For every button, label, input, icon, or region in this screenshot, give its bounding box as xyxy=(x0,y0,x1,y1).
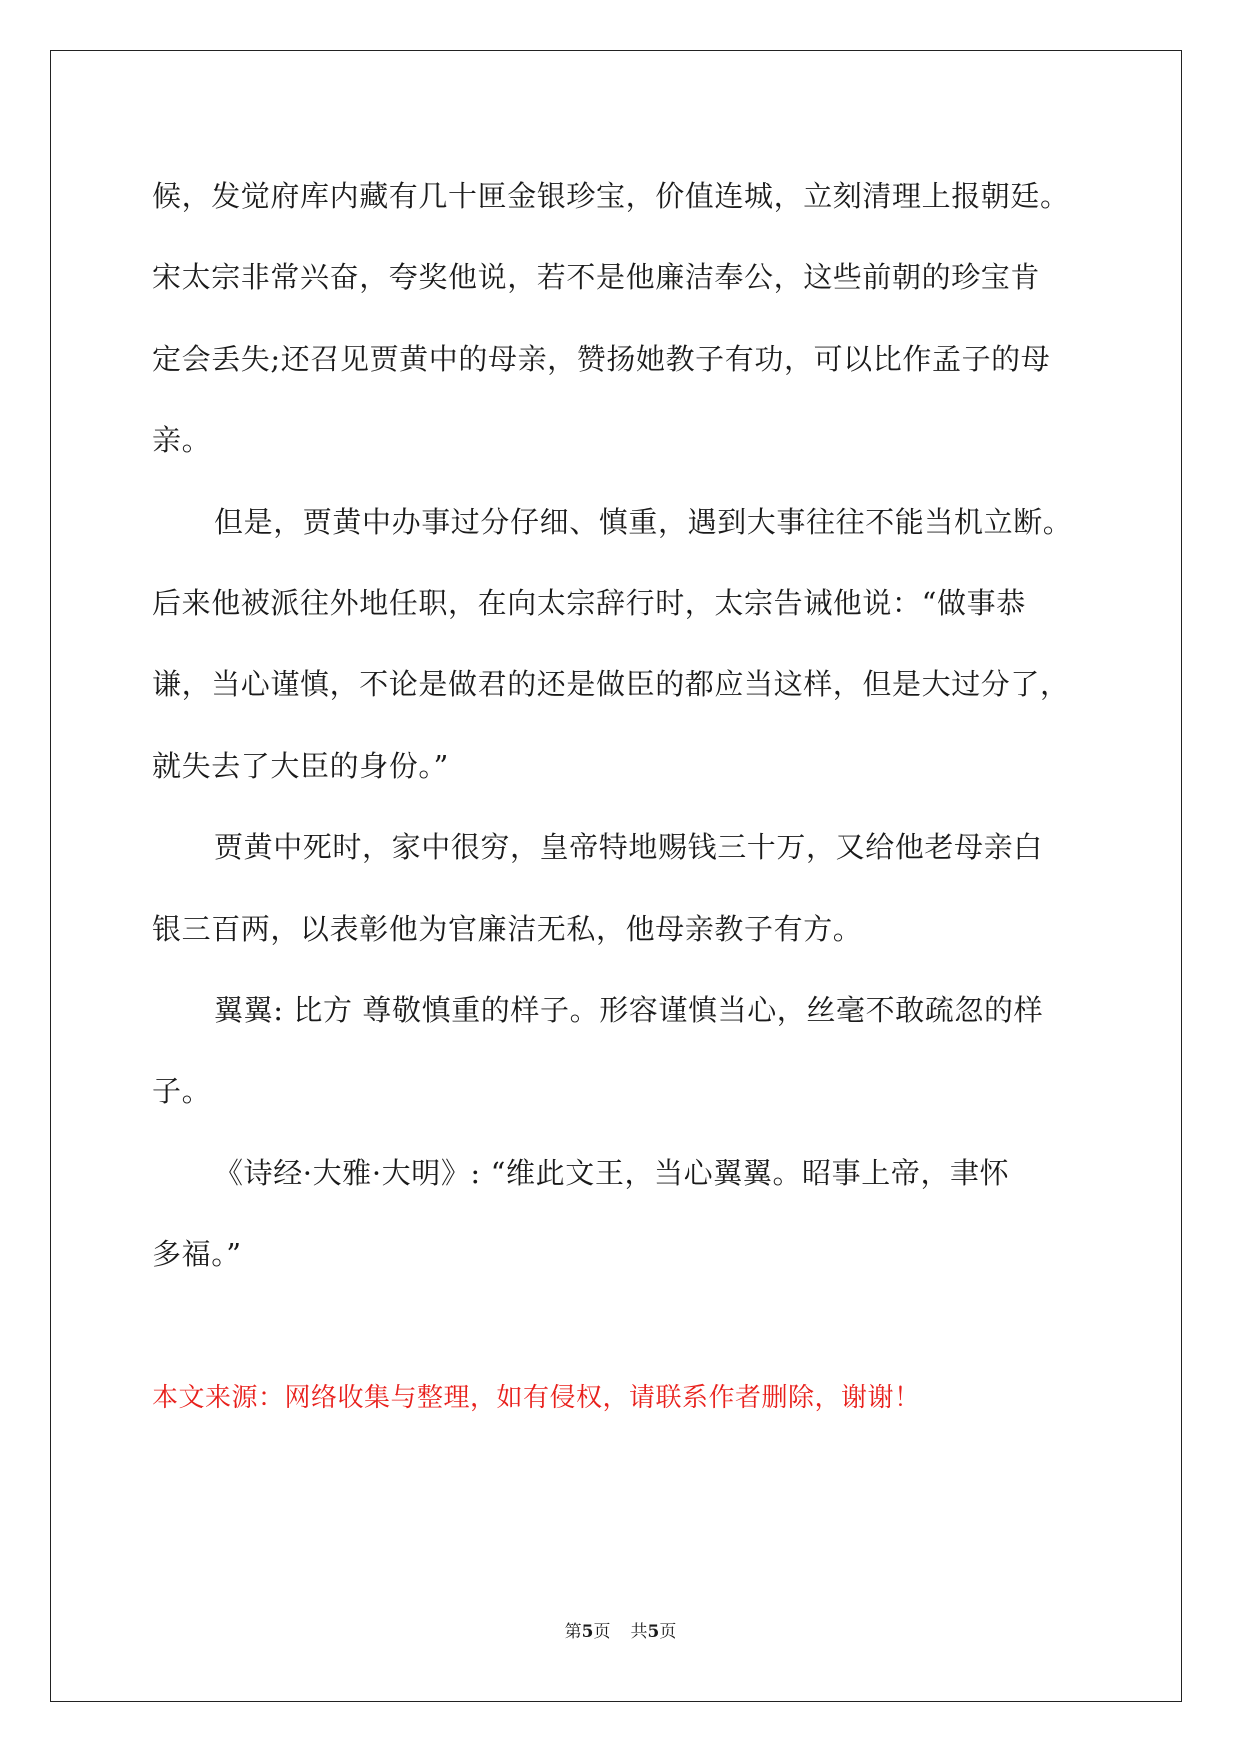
paragraph-line: 后来他被派往外地任职，在向太宗辞行时，太宗告诫他说：“做事恭 xyxy=(152,586,1026,621)
total-suffix: 页 xyxy=(659,1622,677,1642)
page-suffix: 页 xyxy=(593,1622,611,1642)
paragraph-line: 银三百两，以表彰他为官廉洁无私，他母亲教子有方。 xyxy=(152,911,863,946)
paragraph-line: 宋太宗非常兴奋，夸奖他说，若不是他廉洁奉公，这些前朝的珍宝肯 xyxy=(152,260,1041,295)
paragraph-line: 贾黄中死时，家中很穷，皇帝特地赐钱三十万，又给他老母亲白 xyxy=(214,830,1043,865)
document-body xyxy=(152,156,1092,1296)
paragraph-line: 翼翼: 比方 尊敬慎重的样子。形容谨慎当心，丝毫不敢疏忽的样 xyxy=(214,993,1044,1028)
current-page-number: 5 xyxy=(581,1622,594,1642)
paragraph-line: 候，发觉府库内藏有几十匣金银珍宝，价值连城，立刻清理上报朝廷。 xyxy=(152,179,1070,213)
total-prefix: 共 xyxy=(630,1622,648,1642)
page-prefix: 第 xyxy=(564,1622,582,1642)
paragraph-line: 定会丢失;还召见贾黄中的母亲，赞扬她教子有功，可以比作孟子的母 xyxy=(152,341,1051,376)
paragraph-line: 谦，当心谨慎，不论是做君的还是做臣的都应当这样，但是大过分了， xyxy=(152,667,1070,702)
paragraph-line: 就失去了大臣的身份。” xyxy=(152,748,449,783)
paragraph-line: 《诗经·大雅·大明》: “维此文王，当心翼翼。昭事上帝，聿怀 xyxy=(214,1155,1010,1190)
source-note: 本文来源：网络收集与整理，如有侵权，请联系作者删除，谢谢！ xyxy=(152,1383,921,1413)
total-pages-number: 5 xyxy=(647,1622,660,1642)
paragraph-line: 亲。 xyxy=(152,423,212,458)
paragraph-line: 子。 xyxy=(152,1074,212,1109)
paragraph-line: 但是，贾黄中办事过分仔细、慎重，遇到大事往往不能当机立断。 xyxy=(214,504,1073,539)
page-footer xyxy=(0,1617,1241,1642)
paragraph-line: 多福。” xyxy=(152,1237,242,1272)
